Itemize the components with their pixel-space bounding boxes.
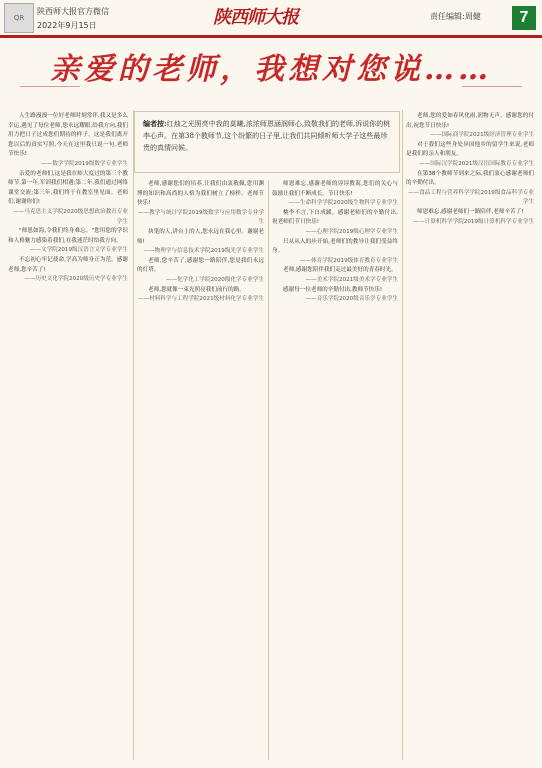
column-paragraph: 桃李不言,下自成蹊。感谢老师们的辛勤付出,祝老师们节日快乐! xyxy=(272,209,398,226)
column-paragraph: 老师,感谢您陪伴我们走过最美好的青春时光。 xyxy=(283,267,397,274)
column-paragraph: 师恩难忘,感谢老师的谆谆教诲,您们的关心与鼓励让我们不断成长。节日快乐! xyxy=(272,181,398,197)
column-paragraph: 人生路漫漫一位好老师时刻常伴,我又是多么幸运,遇见了每位老师,您永远耀眼,给我方向,我们用力把日子过成您们期待的样子。这是我们离开您以后的真实写照,今天在这里我只说一句,老师节快乐! xyxy=(8,113,128,158)
author-signature: ——教学与统计学院2019级数学与应用数学专业学生 xyxy=(137,209,264,226)
column-paragraph: 亲爱的老师们,这是我在师大度过的第三个教师节,第一年,军训我们相遇;第二年,我们通过网络课堂交流;第三年,我们终于在教室里见面。老师们,谢谢你们! xyxy=(8,170,128,206)
column-paragraph: 感谢每一位老师的辛勤付出,教师节快乐! xyxy=(283,286,383,293)
article-column-3 xyxy=(272,180,398,762)
author-signature: ——音乐学院2020级音乐学专业学生 xyxy=(305,296,398,303)
page-header xyxy=(0,0,542,36)
editor-note-label: 编者按: xyxy=(143,119,167,128)
article-column-4 xyxy=(406,112,534,762)
headline-decoration-right xyxy=(462,80,522,87)
column-divider xyxy=(268,180,269,760)
author-signature: ——计算机科学学院2019级计算机科学专业学生 xyxy=(413,218,534,225)
column-paragraph: 执笔的人,讲台上的人,您永远在我心里。谢谢老师! xyxy=(137,228,264,245)
header-rule xyxy=(0,35,542,38)
publication-name: 陕西师大报官方微信 xyxy=(37,7,109,16)
column-divider xyxy=(402,110,403,760)
editor-note-box xyxy=(134,111,400,173)
author-signature: ——国际商学院2021级经济管理专业学生 xyxy=(430,132,534,139)
article-column-2 xyxy=(137,180,264,762)
editor-note-text: 红烛之光照亮中我的莫曦,浓浓师恩涵润师心,致敬我们的老师,诉说你的桃李心声。在第38个教师节,这个纷繁的日子里,让我们共同倾听师大学子这些最珍贵的真情问候。 xyxy=(143,120,391,152)
issue-date: 2022年9月15日 xyxy=(37,21,97,30)
column-paragraph: 老师,您辛苦了,感谢您一路陪伴,您是我们永远的灯塔。 xyxy=(137,257,264,274)
author-signature: ——物理学与信息技术学院2019级光学专业学生 xyxy=(143,248,264,255)
column-paragraph: 只从从入的步开始,老师们的教导让我们受益终身。 xyxy=(272,238,398,255)
author-signature: ——生命科学学院2020级生物科学专业学生 xyxy=(288,200,398,207)
article-column-1 xyxy=(8,112,128,762)
column-paragraph: 老师,感谢您们的培养,让我们由衷敬佩,您用渊博的知识和高尚的人格为我们树立了榜样。老师节快乐! xyxy=(137,181,264,207)
page-number-badge: 7 xyxy=(512,6,536,30)
author-signature: ——化学化工学院2020级化学专业学生 xyxy=(165,276,264,283)
author-signature: ——美术学院2021级美术学专业学生 xyxy=(305,276,398,283)
author-signature: ——材料科学与工程学院2021级材料化学专业学生 xyxy=(137,296,264,303)
column-paragraph: 师恩难忘,感谢老师们一路陪伴,老师辛苦了! xyxy=(417,208,524,215)
author-signature: ——文学院2019级汉语言文学专业学生 xyxy=(29,247,128,254)
qr-code-icon: QR xyxy=(4,3,34,33)
column-paragraph: 老师,您的爱如春风化雨,润物无声。感谢您的付出,祝您节日快乐! xyxy=(406,113,534,129)
author-signature: ——食品工程与营养科学学院2019级食品科学专业学生 xyxy=(407,189,534,206)
author-signature: ——体育学院2019级体育教育专业学生 xyxy=(299,257,398,264)
responsible-editor: 责任编辑:周健 xyxy=(430,12,481,21)
column-paragraph: 老师,您就像一束光照亮我们前行的路。 xyxy=(148,286,245,293)
column-paragraph: 不忘初心牢记使命,学高为师身正为范。感谢老师,您辛苦了! xyxy=(8,256,128,273)
author-signature: ——心理学院2019级心理学专业学生 xyxy=(305,228,398,235)
column-paragraph: "师恩如海,令我们终身难忘。"您用您的学识和人格魅力感染着我们,在我迷茫时给我方向。 xyxy=(8,228,128,244)
author-signature: ——马克思主义学院2020级思想政治教育专业学生 xyxy=(13,208,128,225)
page-headline: 亲爱的老师，我想对您说…… xyxy=(50,52,492,87)
column-divider xyxy=(133,110,134,760)
column-paragraph: 对于我们这些身处异国他乡的留学生来说,老师是我们的亲人和朋友。 xyxy=(406,141,534,158)
column-paragraph: 在第38个教师节到来之际,我们衷心感谢老师们的辛勤付出。 xyxy=(406,170,534,187)
headline-decoration-left xyxy=(20,80,80,87)
author-signature: ——历史文化学院2020级历史学专业学生 xyxy=(24,276,128,283)
author-signature: ——数学学院2019级数学专业学生 xyxy=(41,160,128,167)
masthead-logo: 陕西师大报 xyxy=(213,7,298,28)
author-signature: ——国际汉学院2021级汉语国际教育专业学生 xyxy=(419,160,534,167)
